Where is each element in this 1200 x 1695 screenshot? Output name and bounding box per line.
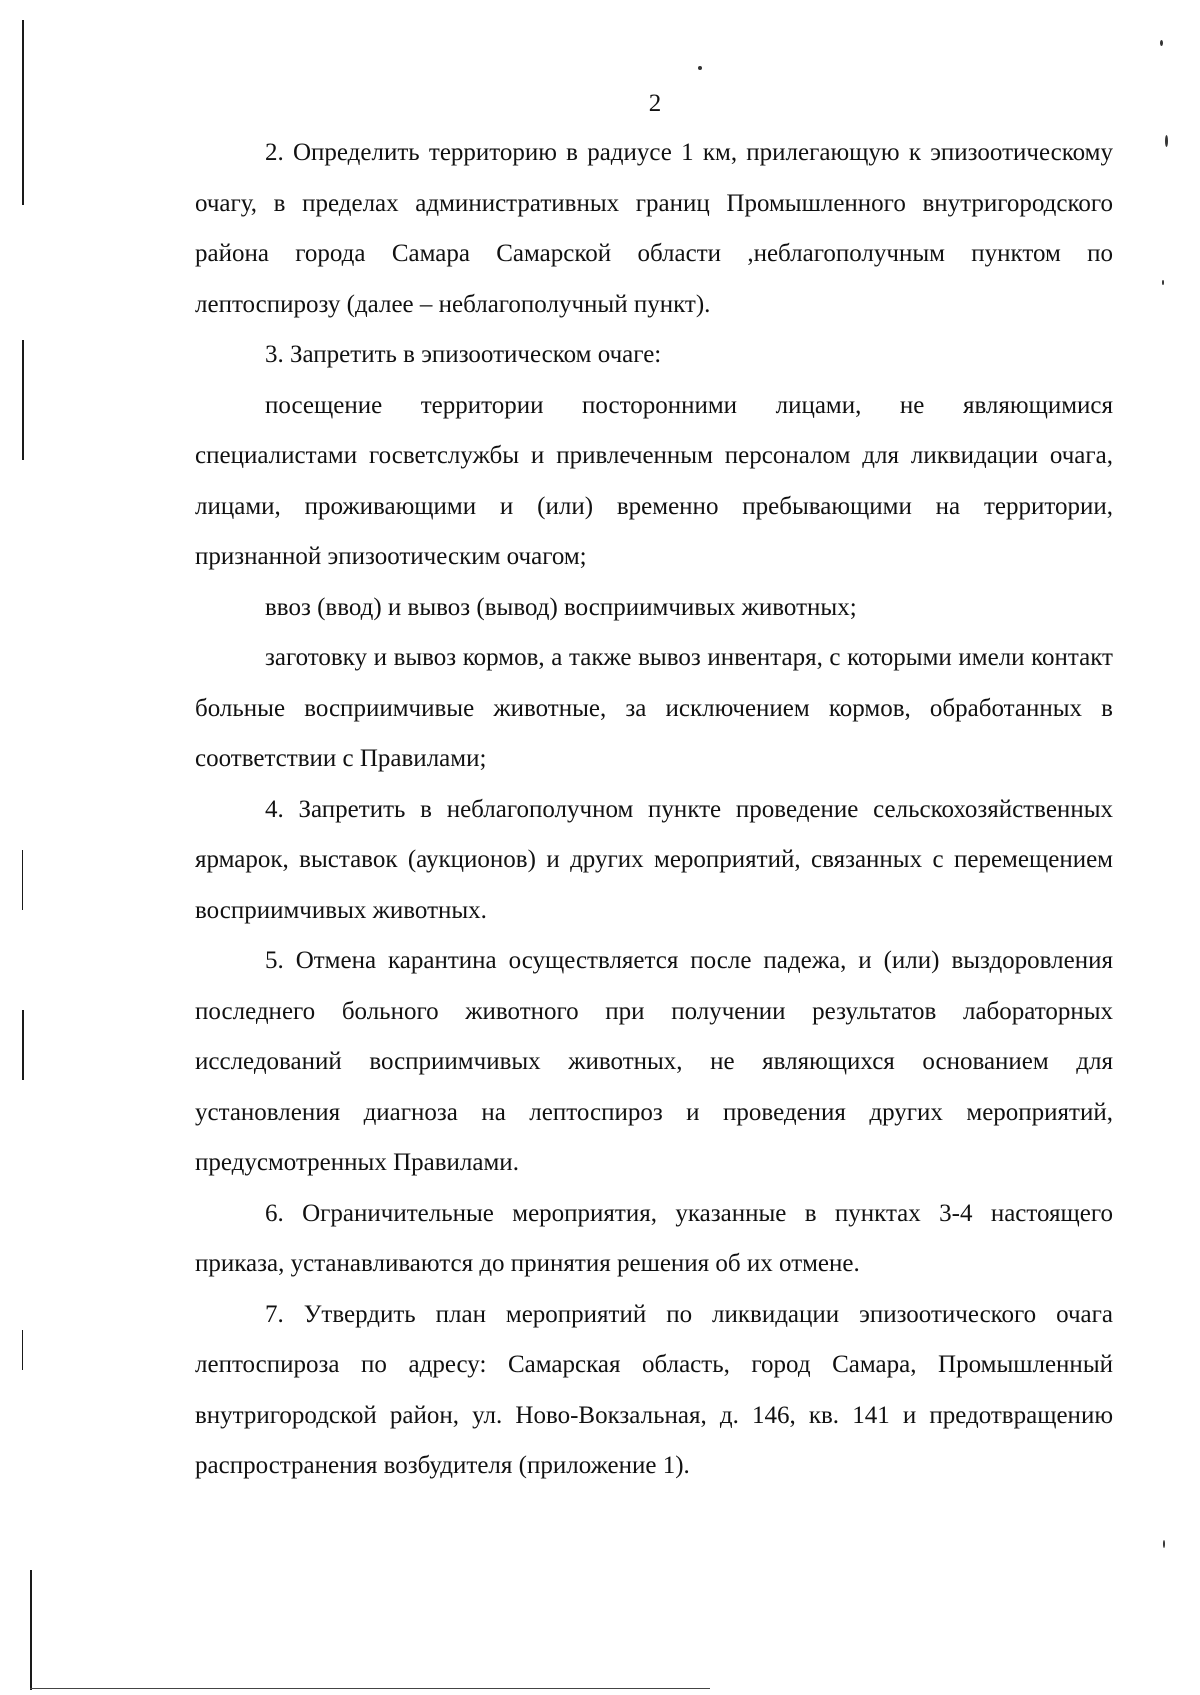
scan-speck [1165,135,1168,147]
document-body [195,128,1113,1492]
paragraph-3-visitors: посещение территории посторонними лицами, не являющимися специалистами госветслужбы и привлеченным персоналом для ликвидации очага, лицами, проживающими и (или) временно пребывающими на территории, признанной эпизоотическим очагом; [195,391,1113,570]
scan-edge-mark [22,1010,24,1080]
page-number: 2 [648,90,662,117]
paragraph-6: 6. Ограничительные мероприятия, указанные в пунктах 3-4 настоящего приказа, устанавливаются до принятия решения об их отмене. [195,1199,1113,1277]
scan-speck [698,66,702,70]
scan-speck [1163,1540,1165,1548]
scan-speck [1162,280,1164,285]
scan-edge-mark [30,1570,32,1690]
paragraph-7: 7. Утвердить план мероприятий по ликвидации эпизоотического очага лептоспироза по адресу: Самарская область, город Самара, Промышленный внутригородской район, ул. Ново-Вокзальная, д. 146, кв. 141 и предотвращению распространения возбудителя (приложение 1). [195,1300,1113,1479]
paragraph-3-animals: ввоз (ввод) и вывоз (вывод) восприимчивых животных; [265,593,857,621]
scan-edge-mark [22,850,23,910]
paragraph-3: 3. Запретить в эпизоотическом очаге: [265,341,662,368]
scan-edge-mark [30,1688,710,1689]
paragraph-5: 5. Отмена карантина осуществляется после падежа, и (или) выздоровления последнего больного животного при получении результатов лабораторных исследований восприимчивых животных, не являющихся основанием для установления диагноза на лептоспироз и проведения других мероприятий, предусмотренных Правилами. [195,947,1113,1176]
paragraph-3-feed: заготовку и вывоз кормов, а также вывоз инвентаря, с которыми имели контакт больные восприимчивые животные, за исключением кормов, обработанных в соответствии с Правилами; [195,644,1113,772]
scan-edge-mark [22,340,24,460]
paragraph-4: 4. Запретить в неблагополучном пункте проведение сельскохозяйственных ярмарок, выставок (аукционов) и других мероприятий, связанных с перемещением восприимчивых животных. [195,795,1113,924]
paragraph-2: 2. Определить территорию в радиусе 1 км, прилегающую к эпизоотическому очагу, в пределах административных границ Промышленного внутригородского района города Самара Самарской области ,неблагополучным пунктом по лептоспирозу (далее – неблагополучный пункт). [195,139,1113,318]
scan-edge-mark [22,1330,23,1370]
scan-speck [1160,40,1163,46]
